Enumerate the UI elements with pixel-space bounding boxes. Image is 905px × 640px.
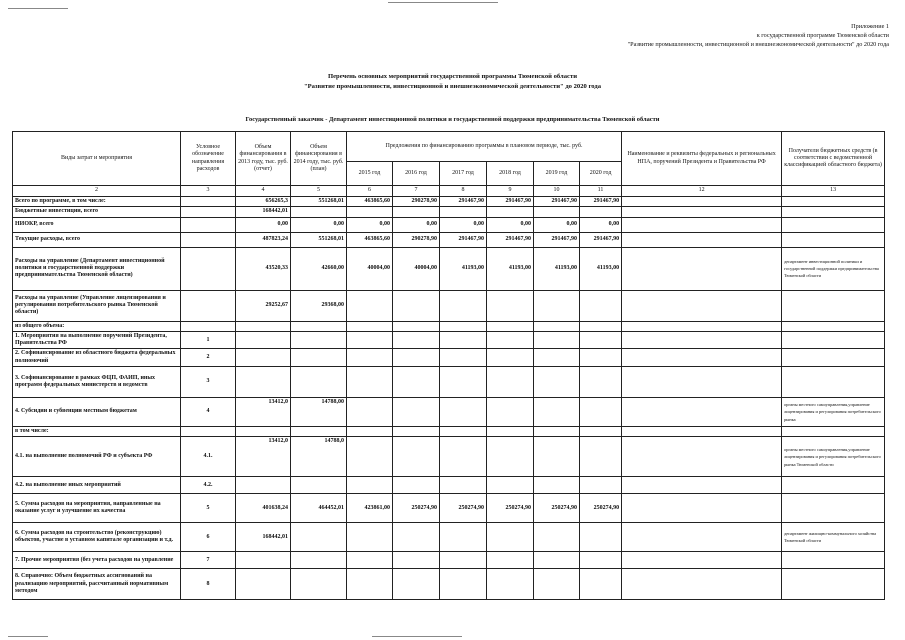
table-row	[13, 247, 885, 290]
row-year-value	[534, 437, 580, 477]
row-year-value: 41193,00	[580, 247, 622, 290]
table-row	[13, 494, 885, 523]
row-funding-2013	[236, 427, 291, 437]
row-direction-code: 4.1.	[181, 437, 236, 477]
row-year-value	[580, 207, 622, 217]
row-recipient	[782, 232, 885, 247]
row-year-value: 291467,90	[440, 232, 487, 247]
row-year-value	[347, 290, 393, 321]
row-year-value	[440, 321, 487, 331]
row-year-value	[393, 290, 440, 321]
row-funding-2014	[291, 367, 347, 398]
header-year: 2015 год	[347, 162, 393, 186]
row-npa	[622, 349, 782, 367]
row-year-value	[534, 398, 580, 427]
row-year-value	[347, 437, 393, 477]
row-year-value	[393, 552, 440, 569]
row-year-value	[393, 207, 440, 217]
row-recipient	[782, 552, 885, 569]
row-year-value	[347, 321, 393, 331]
row-year-value	[440, 207, 487, 217]
scan-artifact-line	[388, 2, 498, 3]
row-year-value	[487, 437, 534, 477]
row-recipient	[782, 290, 885, 321]
row-funding-2014	[291, 477, 347, 494]
row-label: 8. Справочно: Объем бюджетных ассигнований на реализацию мероприятий, рассчитанный нормативным методом	[13, 569, 181, 600]
row-recipient	[782, 331, 885, 349]
row-year-value	[393, 569, 440, 600]
row-year-value	[487, 523, 534, 552]
row-label: в том числе:	[13, 427, 181, 437]
row-direction-code	[181, 197, 236, 207]
table-row	[13, 321, 885, 331]
row-npa	[622, 367, 782, 398]
row-funding-2013: 13412,0	[236, 398, 291, 427]
row-npa	[622, 552, 782, 569]
row-direction-code: 6	[181, 523, 236, 552]
row-recipient	[782, 367, 885, 398]
row-year-value	[580, 437, 622, 477]
row-label: НИОКР, всего	[13, 217, 181, 232]
row-direction-code: 7	[181, 552, 236, 569]
row-year-value: 0,00	[534, 217, 580, 232]
row-funding-2013: 0,00	[236, 217, 291, 232]
row-funding-2013: 168442,01	[236, 523, 291, 552]
row-year-value	[393, 331, 440, 349]
row-funding-2014: 0,00	[291, 217, 347, 232]
row-year-value	[487, 552, 534, 569]
row-year-value: 40004,00	[347, 247, 393, 290]
row-year-value: 291467,90	[487, 197, 534, 207]
header-year: 2017 год	[440, 162, 487, 186]
row-year-value	[487, 349, 534, 367]
table-row	[13, 197, 885, 207]
row-year-value	[487, 367, 534, 398]
column-number: 2	[13, 186, 181, 197]
row-year-value	[487, 290, 534, 321]
row-year-value	[580, 367, 622, 398]
table-row	[13, 367, 885, 398]
row-year-value: 250274,90	[393, 494, 440, 523]
row-year-value	[487, 207, 534, 217]
row-direction-code	[181, 427, 236, 437]
row-funding-2013: 401638,24	[236, 494, 291, 523]
row-year-value	[534, 552, 580, 569]
row-label: 4.1. на выполнение полномочий РФ и субъекта РФ	[13, 437, 181, 477]
row-year-value	[393, 427, 440, 437]
row-funding-2013	[236, 349, 291, 367]
column-number: 4	[236, 186, 291, 197]
header-direction-code: Условное обозначение направления расходов	[181, 132, 236, 186]
column-number: 12	[622, 186, 782, 197]
table-row	[13, 207, 885, 217]
row-direction-code: 4	[181, 398, 236, 427]
row-year-value	[580, 290, 622, 321]
row-direction-code: 8	[181, 569, 236, 600]
row-year-value	[534, 569, 580, 600]
row-year-value	[487, 569, 534, 600]
column-number: 10	[534, 186, 580, 197]
column-number: 9	[487, 186, 534, 197]
row-year-value: 0,00	[440, 217, 487, 232]
row-npa	[622, 477, 782, 494]
header-recipients: Получатели бюджетных средств (в соответствии с ведомственной классификацией областного бюджета)	[782, 132, 885, 186]
row-recipient: органы местного самоуправления,управление лицензирования и регулирования потребительского рынка Тюменской области	[782, 437, 885, 477]
row-direction-code	[181, 232, 236, 247]
row-year-value	[487, 398, 534, 427]
row-funding-2014: 464452,01	[291, 494, 347, 523]
row-recipient	[782, 197, 885, 207]
appendix-line-1: Приложение 1	[851, 23, 889, 30]
row-year-value	[347, 552, 393, 569]
row-year-value	[393, 523, 440, 552]
row-label: 7. Прочие мероприятия (без учета расходов на управление	[13, 552, 181, 569]
row-year-value	[440, 290, 487, 321]
row-year-value	[534, 207, 580, 217]
row-direction-code	[181, 207, 236, 217]
row-year-value	[580, 331, 622, 349]
row-year-value	[393, 398, 440, 427]
row-year-value	[580, 427, 622, 437]
row-year-value: 0,00	[487, 217, 534, 232]
row-recipient	[782, 207, 885, 217]
row-recipient	[782, 349, 885, 367]
row-year-value: 250274,90	[580, 494, 622, 523]
row-funding-2013: 43520,33	[236, 247, 291, 290]
table-row	[13, 290, 885, 321]
row-year-value	[347, 331, 393, 349]
row-direction-code: 3	[181, 367, 236, 398]
appendix-line-2: к государственной программе Тюменской области	[756, 32, 889, 39]
row-year-value: 291467,90	[487, 232, 534, 247]
row-year-value	[347, 367, 393, 398]
row-funding-2014	[291, 427, 347, 437]
row-year-value	[487, 331, 534, 349]
header-year: 2019 год	[534, 162, 580, 186]
row-year-value	[393, 367, 440, 398]
row-year-value: 0,00	[393, 217, 440, 232]
table-row	[13, 552, 885, 569]
row-funding-2013	[236, 569, 291, 600]
program-activities-table	[12, 131, 885, 600]
row-npa	[622, 523, 782, 552]
row-year-value	[534, 477, 580, 494]
title-line-1: Перечень основных мероприятий государственной программы Тюменской области	[327, 73, 578, 80]
row-year-value: 0,00	[580, 217, 622, 232]
header-year: 2018 год	[487, 162, 534, 186]
row-funding-2014: 551268,01	[291, 232, 347, 247]
row-year-value	[347, 207, 393, 217]
header-planned-period: Предложения по финансированию программы в плановом периоде, тыс. руб.	[347, 132, 622, 162]
column-number: 6	[347, 186, 393, 197]
row-year-value: 291467,90	[534, 197, 580, 207]
row-year-value	[580, 569, 622, 600]
row-label: из общего объема:	[13, 321, 181, 331]
row-funding-2014	[291, 207, 347, 217]
row-year-value	[534, 321, 580, 331]
row-npa	[622, 321, 782, 331]
column-number: 11	[580, 186, 622, 197]
row-recipient	[782, 494, 885, 523]
row-year-value	[580, 398, 622, 427]
row-funding-2013: 487823,24	[236, 232, 291, 247]
column-number: 8	[440, 186, 487, 197]
table-row	[13, 232, 885, 247]
row-direction-code: 5	[181, 494, 236, 523]
row-year-value	[580, 349, 622, 367]
row-npa	[622, 427, 782, 437]
row-direction-code: 4.2.	[181, 477, 236, 494]
row-label: 6. Сумма расходов на строительство (реконструкцию) объектов, участие в уставном капитале организации и т.д.	[13, 523, 181, 552]
row-label: Всего по программе, в том числе:	[13, 197, 181, 207]
row-funding-2013	[236, 552, 291, 569]
row-year-value	[580, 523, 622, 552]
row-label: 4. Субсидии и субвенции местным бюджетам	[13, 398, 181, 427]
row-recipient: департамент инвестиционной политики и государственной поддержки предпринимательства Тюменской области	[782, 247, 885, 290]
row-recipient	[782, 427, 885, 437]
column-number: 13	[782, 186, 885, 197]
row-funding-2014: 14788,0	[291, 437, 347, 477]
scan-artifact-line	[372, 636, 462, 637]
state-customer: Государственный заказчик - Департамент инвестиционной политики и государственной поддержки предпринимательства Тюменской области	[245, 116, 660, 123]
row-year-value	[440, 437, 487, 477]
row-year-value: 41193,00	[440, 247, 487, 290]
row-year-value	[440, 477, 487, 494]
row-npa	[622, 494, 782, 523]
row-year-value: 290278,90	[393, 197, 440, 207]
row-funding-2013	[236, 331, 291, 349]
appendix-line-3: "Развитие промышленности, инвестиционной и внешнеэкономической деятельности" до 2020 года	[627, 41, 889, 48]
row-year-value: 250274,90	[487, 494, 534, 523]
header-npa: Наименование и реквизиты федеральных и региональных НПА, поручений Президента и Правительства РФ	[622, 132, 782, 186]
header-year: 2020 год	[580, 162, 622, 186]
row-funding-2014: 14788,00	[291, 398, 347, 427]
row-label: Расходы на управление (Департамент инвестиционной политики и государственной поддержки предпринимательства Тюменской области)	[13, 247, 181, 290]
header-funding-2014: Объем финансирования в 2014 году, тыс. руб. (план)	[291, 132, 347, 186]
row-year-value	[393, 437, 440, 477]
row-year-value	[580, 321, 622, 331]
column-number-row	[13, 186, 885, 197]
title-line-2: "Развитие промышленности, инвестиционной и внешнеэкономической деятельности" до 2020 года	[303, 83, 602, 90]
scan-artifact-line	[8, 8, 68, 9]
row-year-value: 291467,90	[580, 232, 622, 247]
row-year-value: 250274,90	[534, 494, 580, 523]
row-year-value	[440, 349, 487, 367]
row-label: 5. Сумма расходов на мероприятия, направленные на оказание услуг и улучшение их качества	[13, 494, 181, 523]
row-year-value: 463865,60	[347, 232, 393, 247]
row-year-value: 291467,90	[440, 197, 487, 207]
header-year: 2016 год	[393, 162, 440, 186]
row-funding-2014	[291, 321, 347, 331]
row-npa	[622, 247, 782, 290]
row-year-value: 291467,90	[534, 232, 580, 247]
row-npa	[622, 398, 782, 427]
row-year-value	[440, 552, 487, 569]
table-row	[13, 427, 885, 437]
row-year-value	[347, 569, 393, 600]
row-label: 3. Софинансирование в рамках ФЦП, ФАИП, иных программ федеральных министерств и ведомств	[13, 367, 181, 398]
row-funding-2014	[291, 349, 347, 367]
row-npa	[622, 197, 782, 207]
row-funding-2014: 29368,00	[291, 290, 347, 321]
row-year-value	[347, 349, 393, 367]
row-year-value: 291467,90	[580, 197, 622, 207]
row-npa	[622, 232, 782, 247]
table-row	[13, 477, 885, 494]
row-npa	[622, 331, 782, 349]
row-label: Текущие расходы, всего	[13, 232, 181, 247]
row-year-value	[534, 427, 580, 437]
document-title	[0, 72, 905, 92]
row-year-value	[534, 349, 580, 367]
row-year-value	[440, 398, 487, 427]
row-recipient: органы местного самоуправления,управление лицензирования и регулирования потребительского рынка	[782, 398, 885, 427]
row-year-value: 423861,00	[347, 494, 393, 523]
row-year-value	[347, 523, 393, 552]
row-label: Бюджетные инвестиции, всего	[13, 207, 181, 217]
row-year-value	[580, 552, 622, 569]
row-recipient	[782, 321, 885, 331]
row-year-value	[440, 427, 487, 437]
row-year-value	[534, 367, 580, 398]
table-row	[13, 217, 885, 232]
row-funding-2014: 42660,00	[291, 247, 347, 290]
row-npa	[622, 217, 782, 232]
row-label: 4.2. на выполнение иных мероприятий	[13, 477, 181, 494]
header-expense-types: Виды затрат и мероприятия	[13, 132, 181, 186]
row-year-value	[534, 523, 580, 552]
row-direction-code	[181, 217, 236, 232]
row-recipient	[782, 217, 885, 232]
row-label: Расходы на управление (Управление лицензирования и регулирования потребительского рынка Тюменской области)	[13, 290, 181, 321]
header-funding-2013: Объем финансирования в 2013 году, тыс. руб. (отчет)	[236, 132, 291, 186]
row-year-value: 41193,00	[487, 247, 534, 290]
row-direction-code	[181, 290, 236, 321]
table-body	[13, 197, 885, 600]
row-npa	[622, 437, 782, 477]
row-year-value	[580, 477, 622, 494]
row-year-value	[393, 349, 440, 367]
row-funding-2013: 29252,67	[236, 290, 291, 321]
column-number: 5	[291, 186, 347, 197]
row-year-value	[347, 477, 393, 494]
row-year-value	[440, 367, 487, 398]
table-row	[13, 569, 885, 600]
row-funding-2014	[291, 523, 347, 552]
row-label: 2. Софинансирование из областного бюджета федеральных полномочий	[13, 349, 181, 367]
row-funding-2013	[236, 321, 291, 331]
row-direction-code: 1	[181, 331, 236, 349]
row-funding-2013: 656265,3	[236, 197, 291, 207]
row-funding-2013: 168442,01	[236, 207, 291, 217]
row-funding-2014	[291, 552, 347, 569]
table-row	[13, 349, 885, 367]
row-year-value: 290278,90	[393, 232, 440, 247]
table-row	[13, 437, 885, 477]
row-year-value	[487, 427, 534, 437]
row-year-value	[487, 321, 534, 331]
row-year-value: 463865,60	[347, 197, 393, 207]
row-year-value	[393, 477, 440, 494]
row-recipient	[782, 477, 885, 494]
table-row	[13, 523, 885, 552]
row-year-value	[534, 331, 580, 349]
column-number: 7	[393, 186, 440, 197]
row-year-value	[440, 569, 487, 600]
row-funding-2014	[291, 331, 347, 349]
table-row	[13, 398, 885, 427]
row-year-value	[347, 398, 393, 427]
row-recipient: департамент жилищно-коммунального хозяйства Тюменской области	[782, 523, 885, 552]
row-funding-2013	[236, 367, 291, 398]
column-number: 3	[181, 186, 236, 197]
row-year-value	[440, 331, 487, 349]
row-year-value	[487, 477, 534, 494]
appendix-header	[628, 22, 889, 49]
row-funding-2014	[291, 569, 347, 600]
row-year-value: 0,00	[347, 217, 393, 232]
row-label: 1. Мероприятия на выполнение поручений Президента, Правительства РФ	[13, 331, 181, 349]
row-year-value: 40004,00	[393, 247, 440, 290]
row-recipient	[782, 569, 885, 600]
row-npa	[622, 569, 782, 600]
row-npa	[622, 290, 782, 321]
row-funding-2014: 551268,01	[291, 197, 347, 207]
row-direction-code	[181, 247, 236, 290]
row-year-value	[534, 290, 580, 321]
row-direction-code: 2	[181, 349, 236, 367]
row-direction-code	[181, 321, 236, 331]
row-year-value	[440, 523, 487, 552]
row-year-value: 41193,00	[534, 247, 580, 290]
row-year-value: 250274,90	[440, 494, 487, 523]
scan-artifact-line	[8, 636, 48, 637]
row-funding-2013	[236, 477, 291, 494]
table-row	[13, 331, 885, 349]
row-year-value	[347, 427, 393, 437]
row-year-value	[393, 321, 440, 331]
row-npa	[622, 207, 782, 217]
row-funding-2013: 13412,0	[236, 437, 291, 477]
